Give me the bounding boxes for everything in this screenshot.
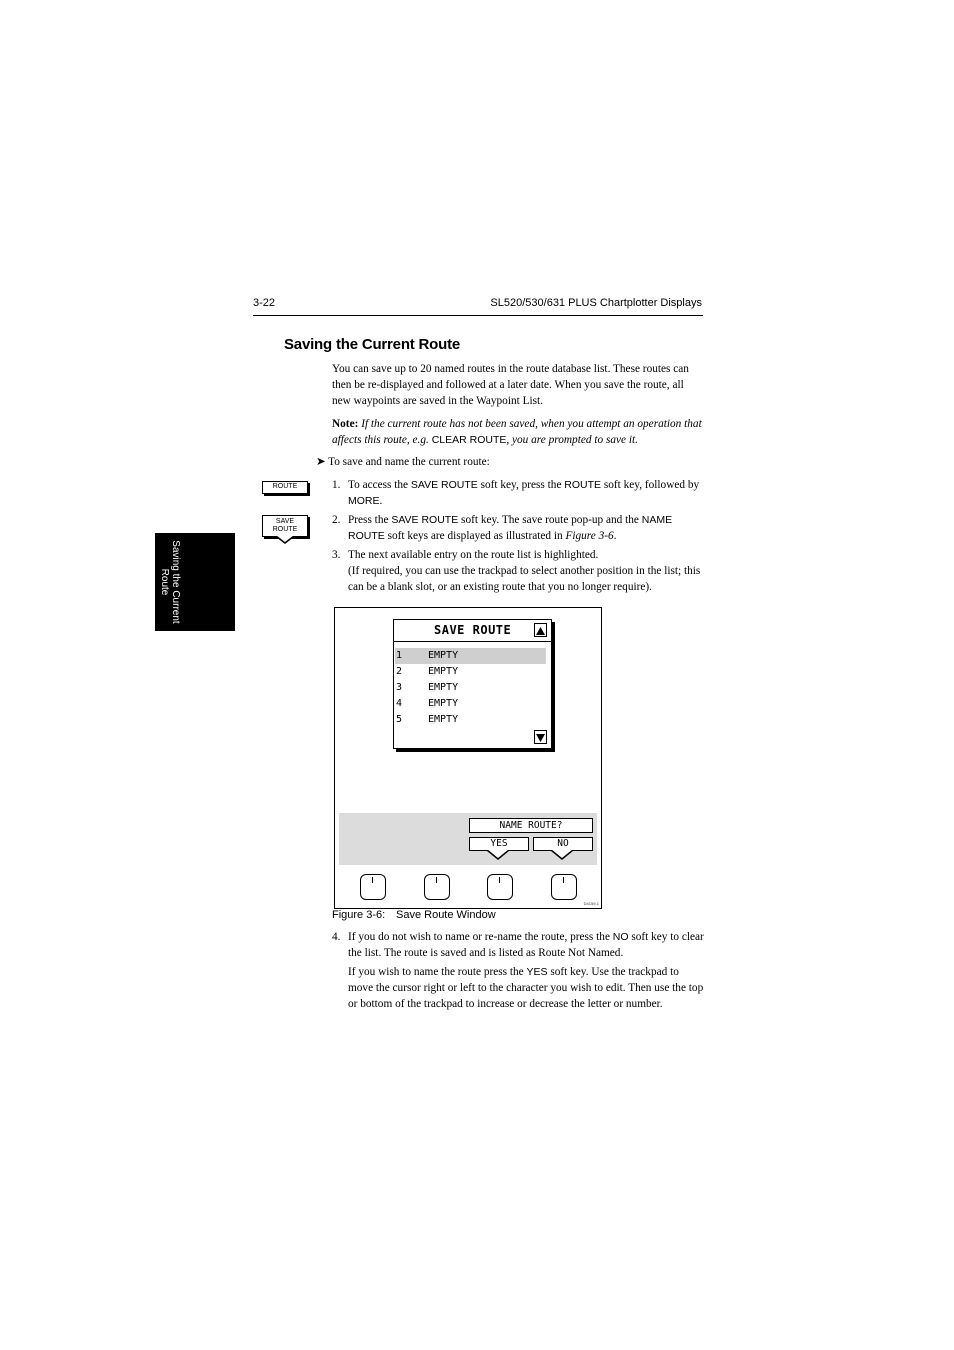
softkey-button-2[interactable] [424,874,450,900]
side-tab-label: Saving the Current Route [159,540,181,624]
step-3-line-2: (If required, you can use the trackpad to select another position in the list; this can be a blank slot, or an existing route that you no longer require). [348,565,701,593]
save-route-softkey-pointer-icon [276,536,296,544]
step-1-text [348,477,704,509]
step-3-line-1: The next available entry on the route list is highlighted. [348,549,599,561]
step-4-text-a: If you do not wish to name or re-name the route, press the [348,931,613,943]
figure-reference-code: D4159-1 [583,901,599,906]
scroll-down-arrow-icon[interactable] [534,730,547,744]
step-2 [332,512,704,544]
step-1 [332,477,704,509]
step-1-text-a: To access the [348,479,411,491]
note-paragraph [332,416,704,448]
route-name: EMPTY [428,714,459,725]
route-list-item[interactable] [395,696,546,712]
step-1-number: 1. [332,479,341,491]
softkey-button-3[interactable] [487,874,513,900]
figure-caption-text: Save Route Window [396,909,496,921]
section-title: Saving the Current Route [284,336,461,353]
save-route-popup [393,619,552,749]
procedure-arrow-icon: ➤ [316,456,326,468]
step-2-key-save-route: SAVE ROUTE [391,514,459,526]
note-label: Note: [332,418,359,430]
route-number: 3 [396,682,403,693]
step-4-number: 4. [332,931,341,943]
step-4-continued-text [348,964,704,1012]
intro-paragraph: You can save up to 20 named routes in the route database list. These routes can then be re-displayed and followed at a later date. When you save the route, all new waypoints are saved in the Waypoint List. [332,363,689,407]
note-key: CLEAR ROUTE [431,434,507,446]
no-softkey[interactable]: NO [533,837,593,851]
softkey-button-4[interactable] [551,874,577,900]
procedure-intro-text: To save and name the current route: [328,456,490,468]
softkey-button-1[interactable] [360,874,386,900]
route-number: 1 [396,650,403,661]
route-list-item[interactable] [395,712,546,728]
route-list-item-selected[interactable] [395,648,546,664]
step-3 [332,547,704,595]
page-number: 3-22 [253,297,276,309]
softkey-bar [339,813,597,865]
no-softkey-pointer-icon [551,850,575,860]
figure-caption-label: Figure 3-6: [332,909,386,921]
step-2-text-d: . [613,530,617,542]
step-1-text-d: . [379,495,383,507]
route-number: 5 [396,714,403,725]
step-4-text [348,929,704,961]
step-2-text [348,512,704,544]
route-number: 4 [396,698,403,709]
note-text-2: , you are prompted to save it. [506,434,638,446]
step-1-text-c: soft key, followed by [601,479,700,491]
route-softkey-icon [262,481,308,494]
step-2-text-c: soft keys are displayed as illustrated in [384,530,566,542]
step-4 [332,929,704,961]
yes-softkey-pointer-icon [487,850,511,860]
route-softkey-label: ROUTE [272,483,298,490]
route-name: EMPTY [428,698,459,709]
step-1-text-b: soft key, press the [477,479,565,491]
popup-title: SAVE ROUTE [434,623,512,637]
step-2-figure-ref: Figure 3-6 [565,530,614,542]
route-list-item[interactable] [395,680,546,696]
document-title: SL520/530/631 PLUS Chartplotter Displays [490,297,702,309]
route-name: EMPTY [428,666,459,677]
step-4-continued-text-b: soft key. Use the trackpad to move the cursor right or left to the character you wish to edit. Then use the top or bottom of the trackpad to increase or decrease the letter or number. [348,966,704,1010]
header-rule [253,315,703,316]
step-3-number: 3. [332,549,341,561]
save-route-softkey-icon [262,515,308,537]
note-text-1: If the current route has not been saved, when you attempt an operation that affects this route, e.g. [332,418,702,446]
figure-caption [332,909,496,921]
step-1-key-save-route: SAVE ROUTE [410,479,478,491]
route-list-item[interactable] [395,664,546,680]
popup-title-bar [394,620,551,642]
route-name: EMPTY [428,650,459,661]
step-4-text-b: soft key to clear the list. The route is saved and is listed as Route Not Named. [348,931,704,959]
route-name: EMPTY [428,682,459,693]
yes-softkey[interactable]: YES [469,837,529,851]
chapter-side-tab [155,533,235,631]
save-route-figure [334,607,602,909]
name-route-prompt: NAME ROUTE? [469,818,593,833]
step-4-key-yes: YES [526,966,548,978]
route-number: 2 [396,666,403,677]
procedure-intro [316,454,706,470]
step-3-text [348,547,704,595]
step-2-number: 2. [332,514,341,526]
step-1-key-route: ROUTE [564,479,602,491]
save-route-softkey-line2: ROUTE [272,525,298,533]
step-4-key-no: NO [612,931,629,943]
step-2-text-b: soft key. The save route pop-up and the [458,514,642,526]
step-1-key-more: MORE [348,495,380,507]
step-4-continued-text-a: If you wish to name the route press the [348,966,527,978]
step-2-key-name-route: NAME ROUTE [348,514,673,542]
scroll-up-arrow-icon[interactable] [534,623,547,637]
step-2-text-a: Press the [348,514,392,526]
save-route-softkey-line1: SAVE [275,518,295,525]
step-4-continued [332,964,704,1012]
